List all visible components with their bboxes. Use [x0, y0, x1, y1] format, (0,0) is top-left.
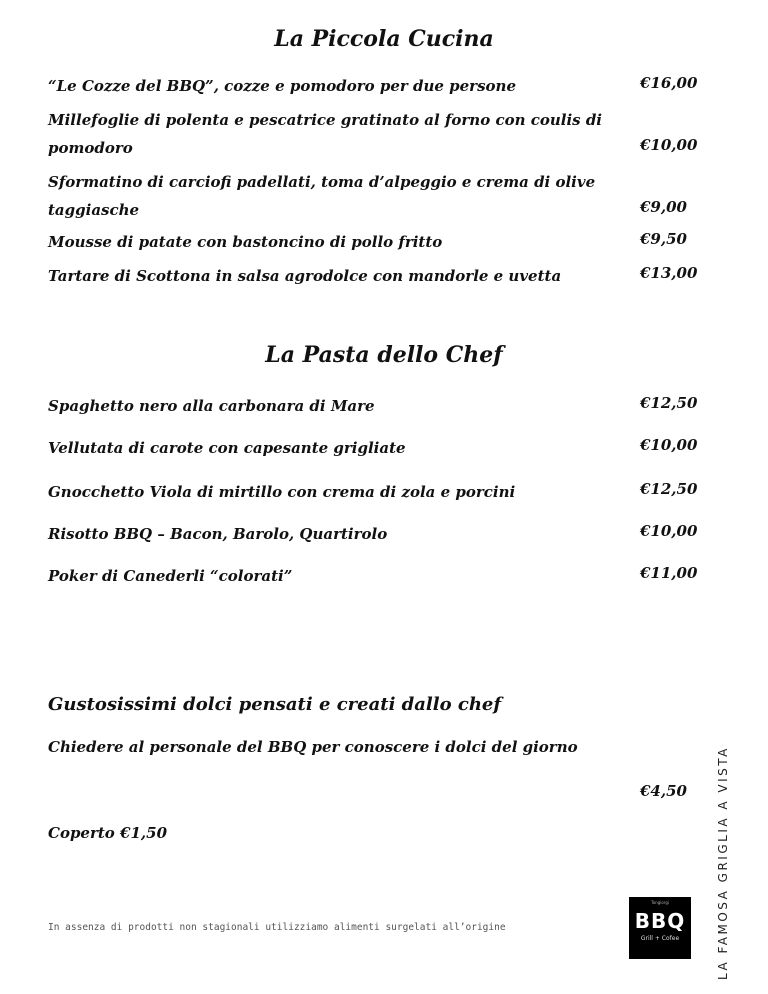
- section-title-cucina: La Piccola Cucina: [274, 26, 494, 52]
- logo-name: BBQ: [634, 909, 686, 933]
- menu-item-price: €9,00: [640, 198, 687, 216]
- section-title-pasta: La Pasta dello Chef: [265, 342, 503, 368]
- logo-top-text: Tongiorgi: [650, 900, 670, 905]
- menu-item-price: €11,00: [640, 564, 698, 582]
- side-vertical-text: LA FAMOSA GRIGLIA A VISTA: [716, 746, 730, 980]
- section-title-dolci: Gustosissimi dolci pensati e creati dallo chef: [48, 694, 502, 715]
- menu-item-name: Spaghetto nero alla carbonara di Mare: [48, 397, 375, 415]
- menu-item-name: “Le Cozze del BBQ”, cozze e pomodoro per due persone: [48, 77, 516, 95]
- menu-item-price: €13,00: [640, 264, 698, 282]
- bbq-logo: [629, 897, 691, 959]
- menu-item-price: €10,00: [640, 136, 698, 154]
- menu-item-price: €12,50: [640, 394, 698, 412]
- menu-item-name: Mousse di patate con bastoncino di pollo fritto: [48, 233, 443, 251]
- menu-item-name: Millefoglie di polenta e pescatrice gratinato al forno con coulis di pomodoro: [48, 111, 603, 157]
- menu-item-price: €9,50: [640, 230, 687, 248]
- menu-item-name: Tartare di Scottona in salsa agrodolce con mandorle e uvetta: [48, 267, 562, 285]
- menu-item-price: €10,00: [640, 436, 698, 454]
- menu-item-price: €12,50: [640, 480, 698, 498]
- dolci-description: Chiedere al personale del BBQ per conoscere i dolci del giorno: [48, 738, 578, 756]
- dolci-price: €4,50: [640, 782, 687, 800]
- menu-item-name: Vellutata di carote con capesante grigliate: [48, 439, 406, 457]
- coperto-charge: Coperto €1,50: [48, 824, 168, 842]
- menu-item-name: Gnocchetto Viola di mirtillo con crema di zola e porcini: [48, 483, 516, 501]
- menu-item-name: Risotto BBQ – Bacon, Barolo, Quartirolo: [48, 525, 388, 543]
- menu-item-price: €16,00: [640, 74, 698, 92]
- menu-item-price: €10,00: [640, 522, 698, 540]
- footnote: In assenza di prodotti non stagionali utilizziamo alimenti surgelati all’origine: [48, 922, 506, 933]
- menu-item-name: Poker di Canederli “colorati”: [48, 567, 293, 585]
- logo-subtitle: Grill + Cofee: [640, 935, 680, 942]
- menu-item-name: Sformatino di carciofi padellati, toma d’alpeggio e crema di olive taggiasche: [48, 173, 596, 219]
